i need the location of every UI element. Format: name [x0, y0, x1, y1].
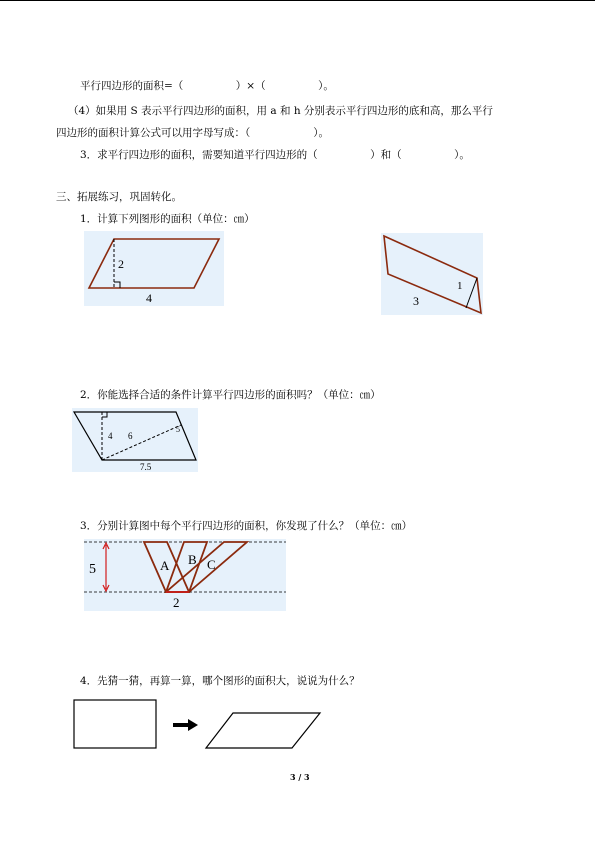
rectangle-shape	[74, 700, 156, 748]
base-label: 2	[173, 595, 180, 610]
height-label: 1	[457, 280, 463, 292]
arrow-icon	[188, 719, 198, 731]
exercise-3-title: 3．分别计算图中每个平行四边形的面积，你发现了什么？（单位：㎝）	[80, 520, 413, 532]
parallelogram-figure-3	[72, 408, 198, 472]
base-label: 4	[146, 291, 152, 305]
page-number: 3 / 3	[290, 772, 310, 782]
label-c: C	[207, 557, 216, 572]
height-6-label: 6	[128, 431, 133, 441]
base-label: 3	[413, 294, 419, 308]
side-label: 5	[176, 425, 180, 434]
exercise-2-title: 2．你能选择合适的条件计算平行四边形的面积吗？（单位：㎝）	[80, 389, 381, 401]
question-4-line: （4）如果用 S 表示平行四边形的面积，用 a 和 h 分别表示平行四边形的底和高，那么平行	[68, 105, 493, 117]
base-label: 7.5	[140, 462, 152, 472]
exercise-4-title: 4．先猜一猜，再算一算，哪个图形的面积大，说说为什么？	[80, 675, 360, 687]
rectangle-to-parallelogram-figure	[70, 697, 326, 753]
height-label: 5	[89, 562, 96, 577]
exercise-1-title: 1．计算下列图形的面积（单位：㎝）	[80, 213, 255, 225]
parallel-lines-figure	[84, 539, 286, 611]
question-4-line-cont: 四边形的面积计算公式可以用字母写成：（ ）。	[56, 127, 329, 139]
header-rule	[0, 0, 595, 1]
label-a: A	[160, 558, 170, 573]
parallelogram-figure-2	[381, 233, 483, 315]
parallelogram-figure-1	[84, 231, 224, 306]
height-4-label: 4	[108, 431, 113, 441]
height-label: 2	[118, 257, 124, 271]
question-3-line: 3．求平行四边形的面积，需要知道平行四边形的（ ）和（ ）。	[80, 149, 470, 161]
parallelogram-shape	[206, 713, 320, 748]
label-b: B	[188, 552, 197, 567]
section-title: 三、拓展练习，巩固转化。	[56, 191, 182, 203]
formula-line: 平行四边形的面积=（ ）×（ ）。	[80, 80, 334, 92]
